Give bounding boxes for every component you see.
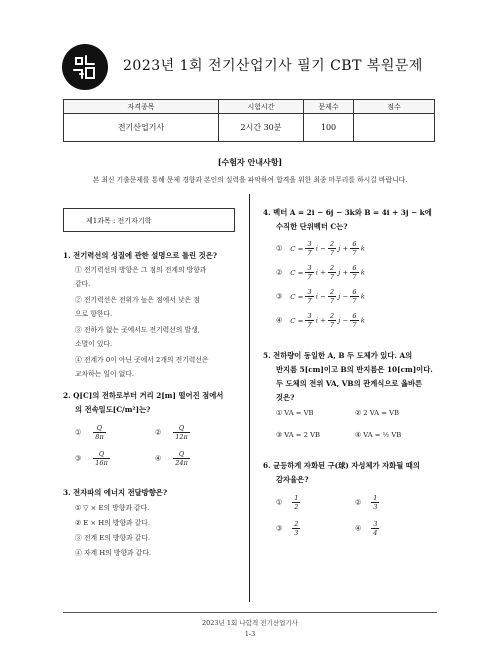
- numerator: 1: [294, 494, 299, 502]
- option-number: ④: [276, 316, 283, 325]
- denominator: 7: [307, 321, 312, 329]
- numerator: 2: [329, 312, 335, 320]
- formula-term: i +: [313, 268, 328, 277]
- table-header: 문제수: [304, 100, 354, 114]
- question-6-stem: 감자율은?: [276, 475, 309, 484]
- denominator: 7: [352, 249, 357, 257]
- option-number: ③: [276, 524, 283, 533]
- fraction: [350, 312, 358, 329]
- fraction: [93, 424, 105, 441]
- option-text: ② E × H의 방향과 같다.: [75, 519, 151, 527]
- denominator: 7: [352, 297, 357, 305]
- formula-prefix: C =: [290, 292, 306, 301]
- formula-term: j −: [336, 316, 351, 325]
- question-4-stem: 4. 벡터 A = 2i − 6j − 3k와 B = 4i + 3j − k에: [263, 208, 432, 217]
- option-text: ④ 자계 H의 방향과 같다.: [75, 549, 152, 557]
- formula-term: k: [358, 316, 365, 325]
- fraction: [305, 288, 313, 305]
- numerator: 2: [329, 240, 335, 248]
- option-text: 같다.: [75, 280, 91, 288]
- numerator: 1: [373, 494, 378, 502]
- page-number: 1-3: [244, 630, 256, 638]
- fraction: [350, 264, 358, 281]
- option-text: ③ 전하가 없는 곳에서도 전기력선의 발생,: [75, 326, 200, 334]
- option-text: [75, 450, 110, 467]
- option-number: ②: [276, 268, 283, 277]
- fraction: [305, 264, 313, 281]
- question-5-stem: 5. 전하량이 동일한 A, B 두 도체가 있다. A의: [263, 351, 413, 360]
- fraction: [328, 288, 336, 305]
- denominator: 7: [307, 273, 312, 281]
- option-text: [276, 494, 300, 511]
- notice-text: 본 최신 기출문제를 통해 문제 경향과 본인의 실력을 파악하여 합격을 위한 최종 마무리를 하시길 바랍니다.: [92, 176, 408, 184]
- numerator: 2: [329, 264, 335, 272]
- numerator: 2: [329, 288, 335, 296]
- question-6-stem: 6. 균등하게 자화된 구(球) 자성체가 자화될 때의: [263, 461, 420, 470]
- numerator: 3: [307, 288, 312, 296]
- numerator: Q: [93, 424, 105, 433]
- option-text: [276, 240, 365, 257]
- fraction: [305, 240, 313, 257]
- denominator: 4: [373, 529, 378, 537]
- question-1-stem: 1. 전기력선의 성질에 관한 설명으로 틀린 것은?: [63, 251, 218, 260]
- question-2-stem: 2. Q[C]의 전하로부터 거리 2[m] 떨어진 점에서: [63, 391, 224, 400]
- option-text: ③ VA = 2 VB: [276, 431, 321, 439]
- option-text: 소멸이 있다.: [75, 340, 113, 348]
- fraction: [328, 312, 336, 329]
- fraction: [305, 312, 313, 329]
- footer-title: 2023년 1회 나합격 전기산업기사: [202, 619, 298, 627]
- formula-term: i +: [313, 316, 328, 325]
- formula-term: i −: [313, 244, 328, 253]
- fraction: [371, 494, 379, 511]
- denominator: 3: [294, 529, 299, 537]
- option-text: ① ▽ × E의 방향과 같다.: [75, 504, 150, 512]
- fraction: [328, 264, 336, 281]
- fraction: [328, 240, 336, 257]
- option-text: [355, 494, 379, 511]
- fraction: [350, 288, 358, 305]
- table-header: 시험시간: [219, 100, 304, 114]
- option-text: [355, 520, 379, 537]
- option-number: ④: [355, 524, 362, 533]
- option-text: 으로 향한다.: [75, 310, 113, 318]
- option-text: ① 전기력선의 방향은 그 점의 전계의 방향과: [75, 266, 207, 274]
- question-5-stem: 반지름 5[cm]이고 B의 반지름은 10[cm]이다.: [276, 365, 433, 374]
- numerator: 2: [294, 520, 299, 528]
- option-text: [276, 264, 365, 281]
- fraction: [173, 424, 190, 441]
- option-text: 교차하는 일이 없다.: [75, 370, 135, 378]
- option-number: ①: [75, 428, 82, 437]
- numerator: 6: [352, 264, 357, 272]
- denominator: 24π: [175, 459, 188, 467]
- denominator: 7: [352, 273, 357, 281]
- numerator: 3: [373, 520, 378, 528]
- fraction: [292, 520, 300, 537]
- question-4-stem: 수직한 단위벡터 C는?: [276, 222, 348, 231]
- formula-term: k: [358, 292, 365, 301]
- option-text: ② 2 VA = VB: [355, 409, 400, 417]
- option-text: [155, 424, 190, 441]
- denominator: 7: [307, 249, 312, 257]
- table-header: 점수: [354, 100, 435, 114]
- formula-term: j +: [336, 244, 351, 253]
- column-divider: [249, 194, 250, 602]
- numerator: Q: [93, 450, 110, 459]
- score-cell: [354, 114, 435, 142]
- option-text: ④ VA = ½ VB: [355, 431, 402, 439]
- footer-divider: [63, 612, 437, 613]
- brand-logo-icon: [62, 44, 108, 90]
- option-text: [276, 288, 365, 305]
- numerator: 3: [307, 240, 312, 248]
- exam-info-table: [63, 99, 435, 142]
- numerator: 6: [352, 312, 357, 320]
- question-3-stem: 3. 전자파의 에너지 전달방향은?: [63, 488, 168, 497]
- numerator: Q: [173, 450, 190, 459]
- table-cell: 2시간 30분: [219, 114, 304, 142]
- option-number: ①: [276, 244, 283, 253]
- denominator: 7: [329, 273, 335, 281]
- page-title: 2023년 1회 전기산업기사 필기 CBT 복원문제: [123, 58, 423, 74]
- formula-term: j +: [336, 268, 351, 277]
- option-text: [276, 520, 300, 537]
- denominator: 8π: [95, 433, 104, 441]
- option-text: [75, 424, 106, 441]
- denominator: 16π: [95, 459, 108, 467]
- formula-term: j −: [336, 292, 351, 301]
- subject-label: 제1과목 : 전기자기학: [63, 208, 235, 232]
- question-2-stem: 의 전속밀도[C/m²]는?: [75, 405, 151, 414]
- numerator: 6: [352, 240, 357, 248]
- option-text: ③ 전계 E의 방향과 같다.: [75, 534, 151, 542]
- option-number: ①: [276, 498, 283, 507]
- notice-title: [수험자 안내사항]: [217, 157, 283, 167]
- formula-prefix: C =: [290, 316, 306, 325]
- numerator: 3: [307, 312, 312, 320]
- denominator: 7: [329, 321, 335, 329]
- formula-term: k: [358, 244, 365, 253]
- fraction: [350, 240, 358, 257]
- formula-prefix: C =: [290, 268, 306, 277]
- table-cell: 전기산업기사: [64, 114, 219, 142]
- fraction: [93, 450, 110, 467]
- question-5-stem: 두 도체의 전위 VA, VB의 관계식으로 옳바른: [276, 379, 423, 388]
- table-header: 자격종목: [64, 100, 219, 114]
- option-text: [276, 312, 365, 329]
- option-number: ②: [355, 498, 362, 507]
- denominator: 7: [307, 297, 312, 305]
- fraction: [173, 450, 190, 467]
- table-cell: 100: [304, 114, 354, 142]
- option-number: ②: [155, 428, 162, 437]
- option-text: ② 전기력선은 전위가 높은 점에서 낮은 점: [75, 296, 200, 304]
- question-5-stem: 것은?: [276, 393, 295, 402]
- denominator: 7: [352, 321, 357, 329]
- denominator: 7: [329, 249, 335, 257]
- option-number: ③: [75, 454, 82, 463]
- numerator: 6: [352, 288, 357, 296]
- denominator: 3: [373, 503, 378, 511]
- formula-term: i −: [313, 292, 328, 301]
- option-text: ④ 전계가 0이 아닌 곳에서 2개의 전기력선은: [75, 356, 209, 364]
- option-text: ① VA = VB: [276, 409, 314, 417]
- option-number: ③: [276, 292, 283, 301]
- formula-term: k: [358, 268, 365, 277]
- option-number: ④: [155, 454, 162, 463]
- option-text: [155, 450, 190, 467]
- denominator: 2: [294, 503, 299, 511]
- numerator: 3: [307, 264, 312, 272]
- fraction: [292, 494, 300, 511]
- numerator: Q: [173, 424, 190, 433]
- fraction: [371, 520, 379, 537]
- denominator: 7: [329, 297, 335, 305]
- denominator: 12π: [175, 433, 188, 441]
- formula-prefix: C =: [290, 244, 306, 253]
